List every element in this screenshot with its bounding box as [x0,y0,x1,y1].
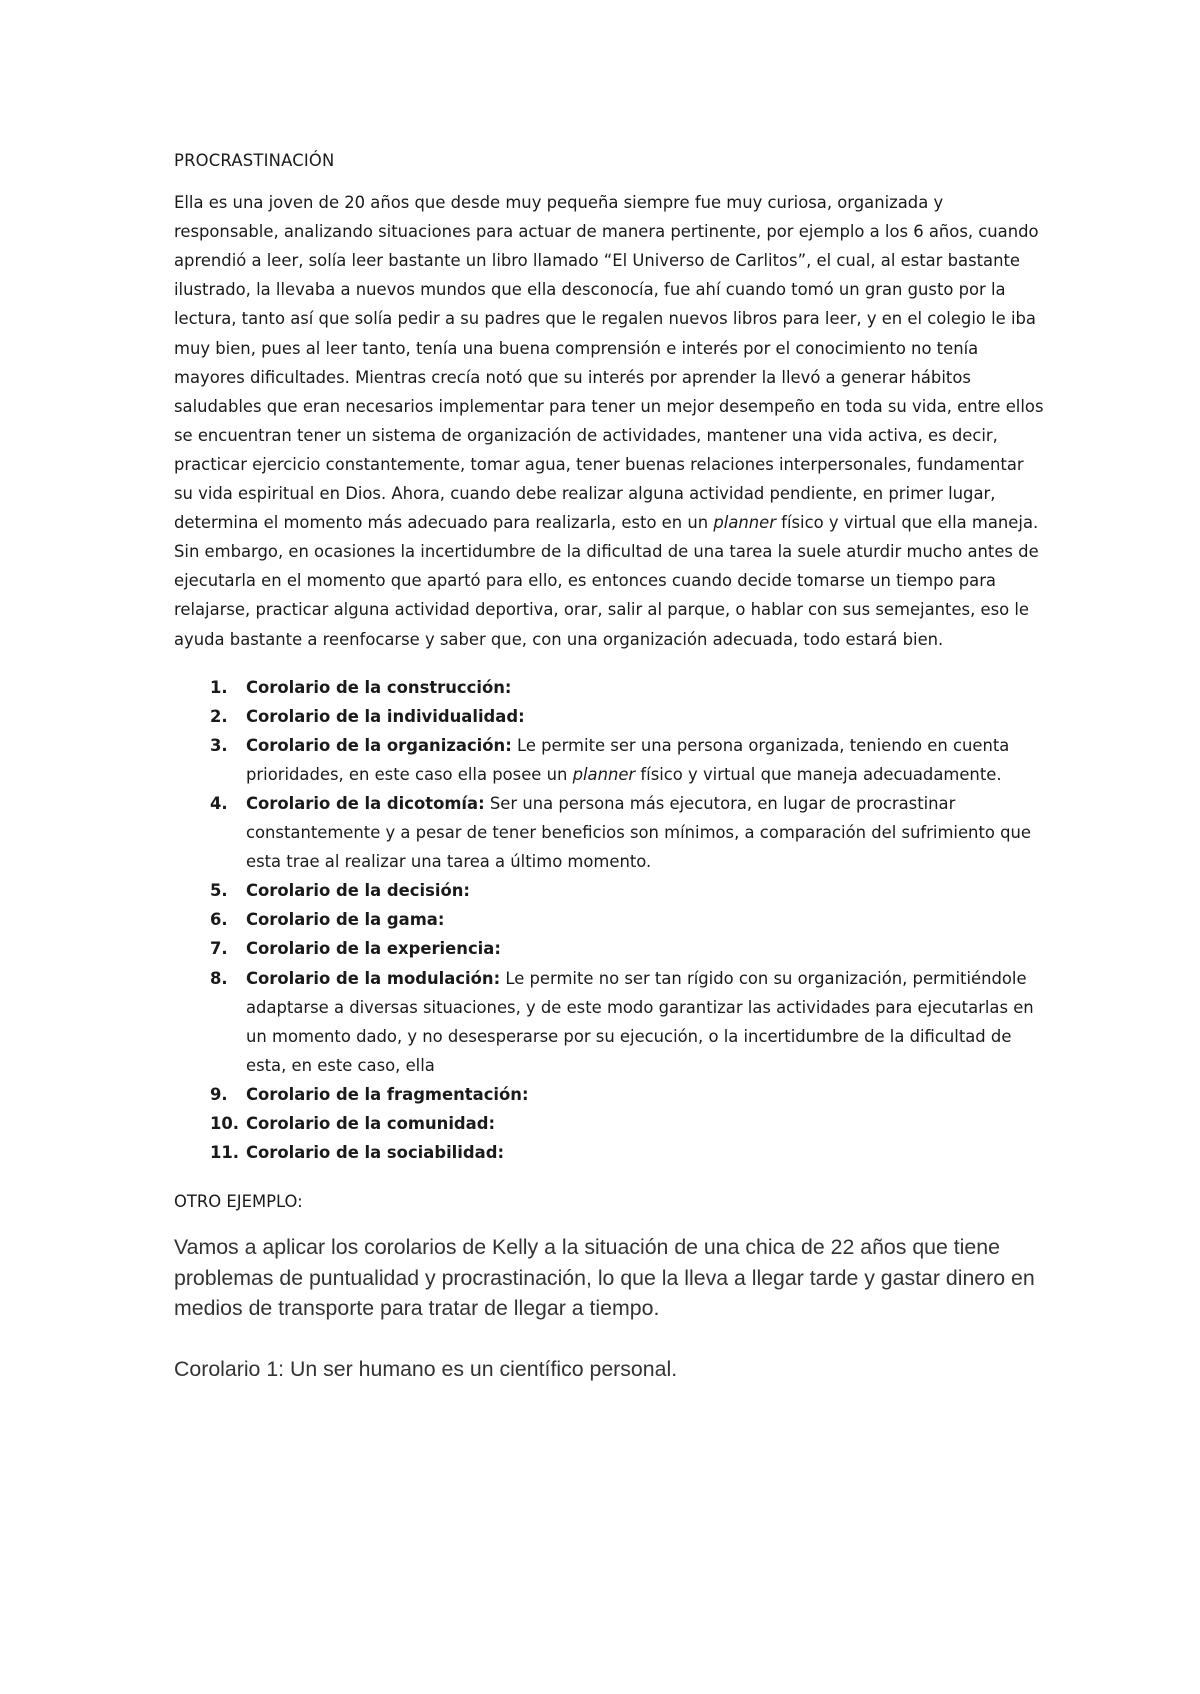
corollary-term: Corolario de la decisión: [246,881,470,901]
list-item [174,1109,1046,1138]
list-number: 4. [210,793,228,813]
document-title: PROCRASTINACIÓN [174,151,335,170]
list-number: 7. [210,939,228,959]
story-text-part-1: Ella es una joven de 20 años que desde muy pequeña siempre fue muy curiosa, organizada y responsable, analizando situaciones para actuar de manera pertinente, por ejemplo a los 6 años, cuando aprendió a leer, solía leer bastante un libro llamado “El Universo de Carlitos”, el cual, al estar bastante ilustrado, la llevaba a nuevos mundos que ella desconocía, fue ahí cuando tomó un gran gusto por la lectura, tanto así que solía pedir a su padres que le regalen nuevos libros para leer, y en el colegio le iba muy bien, pues al leer tanto, tenía una buena comprensión e interés por el conocimiento no tenía mayores dificultades. Mientras crecía notó que su interés por aprender la llevó a generar hábitos saludables que eran necesarios implementar para tener un mejor desempeño en toda su vida, entre ellos se encuentran tener un sistema de organización de actividades, mantener una vida activa, es decir, practicar ejercicio constantemente, tomar agua, tener buenas relaciones interpersonales, fundamentar su vida espiritual en Dios. Ahora, cuando debe realizar alguna actividad pendiente, en primer lugar, determina el momento más adecuado para realizarla, esto en un [174,193,1044,533]
list-item [174,1080,1046,1109]
corollary-text: Le permite no ser tan rígido con su organización, permitiéndole adaptarse a diversas situaciones, y de este modo garantizar las actividades para ejecutarlas en un momento dado, y no desesperarse por su ejecución, o la incertidumbre de la dificultad de esta, en este caso, ella [246,968,1034,1075]
list-item [174,964,1046,1080]
corollary-text: Ser una persona más ejecutora, en lugar de procrastinar constantemente y a pesar de tener beneficios son mínimos, a comparación del sufrimiento que esta trae al realizar una tarea a último momento. [246,793,1031,872]
corollary-term: Corolario de la modulación: [246,968,501,988]
list-item [174,1138,1046,1167]
list-item [174,905,1046,934]
corollary-term: Corolario de la construcción: [246,677,512,697]
list-number: 1. [210,677,228,697]
list-number: 6. [210,910,228,930]
list-number: 2. [210,706,228,726]
corollary-term: Corolario de la sociabilidad: [246,1143,505,1163]
other-example-paragraph: Vamos a aplicar los corolarios de Kelly a la situación de una chica de 22 años que tiene problemas de puntualidad y procrastinación, lo que la lleva a llegar tarde y gastar dinero en medios de transporte para tratar de llegar a tiempo. [174,1235,1035,1321]
list-item [174,934,1046,963]
story-text-part-2: físico y virtual que ella maneja. Sin embargo, en ocasiones la incertidumbre de la dificultad de una tarea la suele aturdir mucho antes de ejecutarla en el momento que apartó para ello, es entonces cuando decide tomarse un tiempo para relajarse, practicar alguna actividad deportiva, orar, salir al parque, o hablar con sus semejantes, eso le ayuda bastante a reenfocarse y saber que, con una organización adecuada, todo estará bien. [174,513,1039,649]
corollary-term: Corolario de la gama: [246,910,445,930]
corollary-list [174,673,1046,1168]
list-number: 8. [210,968,228,988]
corollary-term: Corolario de la fragmentación: [246,1084,529,1104]
document-body [174,146,1046,1384]
list-number: 11. [210,1143,240,1163]
corollary-term: Corolario de la dicotomía: [246,793,485,813]
corollary-text: Le permite ser una persona organizada, teniendo en cuenta prioridades, en este caso ella posee un [246,735,1010,784]
list-item [174,789,1046,876]
list-item [174,702,1046,731]
corollary-text: físico y virtual que maneja adecuadamente. [635,764,1002,784]
planner-italic-word: planner [713,513,776,533]
list-item [174,731,1046,789]
corolario-1-text: Corolario 1: Un ser humano es un científico personal. [174,1356,678,1381]
list-item [174,876,1046,905]
corollary-term: Corolario de la experiencia: [246,939,501,959]
list-number: 10. [210,1114,240,1133]
corollary-term: Corolario de la organización: [246,735,512,755]
corollary-term: Corolario de la comunidad: [246,1114,496,1133]
list-number: 3. [210,735,228,755]
list-number: 9. [210,1084,228,1104]
planner-italic-word: planner [572,764,636,784]
other-example-heading: OTRO EJEMPLO: [174,1192,303,1212]
corollary-term: Corolario de la individualidad: [246,706,525,726]
story-paragraph [174,188,1046,654]
list-number: 5. [210,881,228,901]
list-item [174,673,1046,702]
